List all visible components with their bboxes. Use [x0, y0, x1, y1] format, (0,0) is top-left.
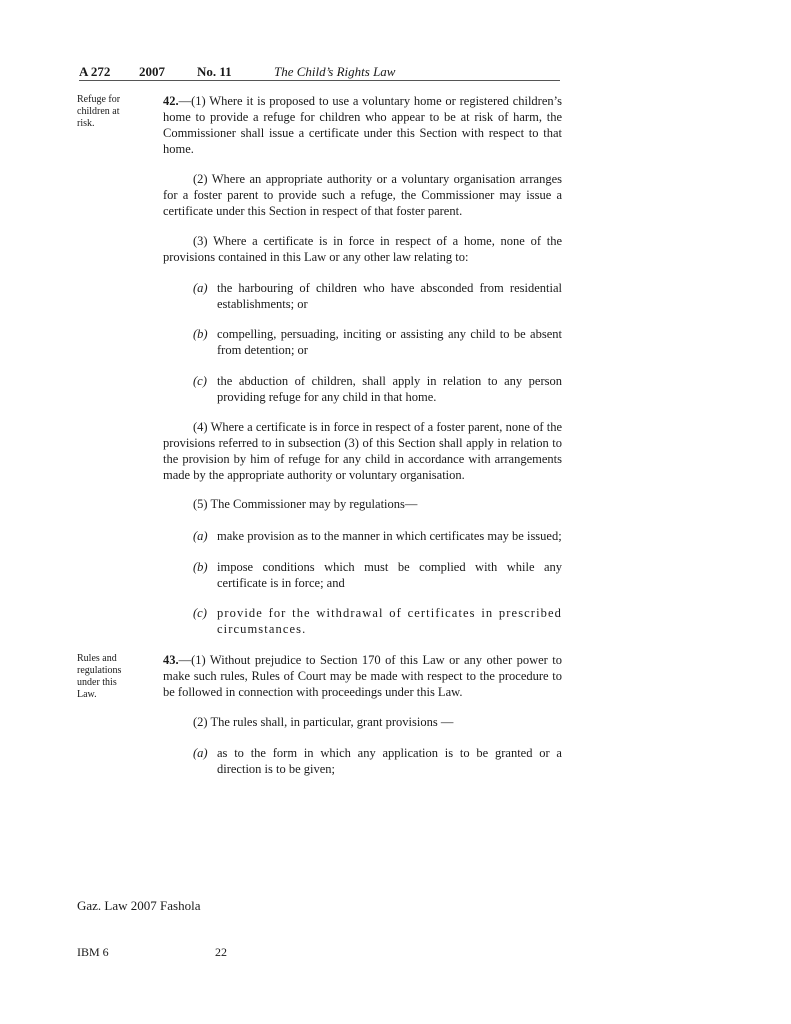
footer-gazette: Gaz. Law 2007 Fashola [77, 898, 201, 913]
item-label: (a) [193, 746, 208, 760]
header-year: 2007 [139, 64, 165, 79]
section-43-p1-text: —(1) Without prejudice to Section 170 of this Law or any other power to make such rules, Rules of Court may be made with respect to the procedure to be followed in connection with proceedings under this Law. [163, 653, 562, 699]
item-text: as to the form in which any application is to be granted or a direction is to be given; [217, 746, 562, 776]
section-43-p2-item-a [193, 745, 562, 777]
item-label: (a) [193, 281, 208, 295]
margin-note-refuge: Refuge for children at risk. [77, 94, 121, 129]
section-42-para-4: (4) Where a certificate is in force in respect of a foster parent, none of the provisions referred to in subsection (3) of this Section shall apply in relation to the provision by him of refuge for any child in accordance with arrangements made by the appropriate authority or voluntary organisation. [163, 420, 562, 482]
page-header [79, 62, 560, 81]
section-42-number: 42. [163, 94, 179, 108]
section-42-para-2: (2) Where an appropriate authority or a voluntary organisation arranges for a foster parent to provide such a refuge, the Commissioner may issue a certificate under this Section in respect of that foster parent. [163, 172, 562, 218]
margin-note-rules: Rules and regulations under this Law. [77, 653, 122, 700]
item-label: (b) [193, 327, 208, 341]
section-43-number: 43. [163, 653, 179, 667]
item-label: (c) [193, 606, 207, 620]
section-42-p5-item-b [193, 559, 562, 591]
item-text: the abduction of children, shall apply in relation to any person providing refuge for any child in that home. [217, 374, 562, 404]
section-43-para-1 [163, 652, 562, 700]
section-42-para-3: (3) Where a certificate is in force in respect of a home, none of the provisions contained in this Law or any other law relating to: [163, 234, 562, 264]
section-42-p1-text: —(1) Where it is proposed to use a voluntary home or registered children’s home to provide a refuge for children who appear to be at risk of harm, the Commissioner shall issue a certificate under this Section with respect to that home. [163, 94, 562, 156]
item-text: make provision as to the manner in which certificates may be issued; [217, 529, 562, 543]
header-page-ref: A 272 [79, 64, 111, 79]
section-42-para-5: (5) The Commissioner may by regulations— [193, 497, 418, 511]
item-text: compelling, persuading, inciting or assisting any child to be absent from detention; or [217, 327, 562, 357]
section-42-p3-item-c [193, 373, 562, 405]
item-text: impose conditions which must be complied with while any certificate is in force; and [217, 560, 562, 590]
item-text: the harbouring of children who have absconded from residential establishments; or [217, 281, 562, 311]
item-label: (b) [193, 560, 208, 574]
header-title: The Child’s Rights Law [274, 64, 396, 79]
section-42-p3-item-b [193, 326, 562, 358]
section-42-para-1 [163, 93, 562, 157]
item-label: (c) [193, 374, 207, 388]
item-text: provide for the withdrawal of certificates in prescribed circumstances. [217, 606, 562, 636]
section-42-p5-item-a [193, 528, 562, 544]
footer-code: IBM 6 [77, 945, 109, 959]
footer-page-number: 22 [215, 945, 227, 959]
section-43-para-2: (2) The rules shall, in particular, grant provisions — [193, 715, 454, 729]
header-number: No. 11 [197, 64, 232, 79]
item-label: (a) [193, 529, 208, 543]
section-42-p5-item-c [193, 605, 562, 637]
section-42-p3-item-a [193, 280, 562, 312]
